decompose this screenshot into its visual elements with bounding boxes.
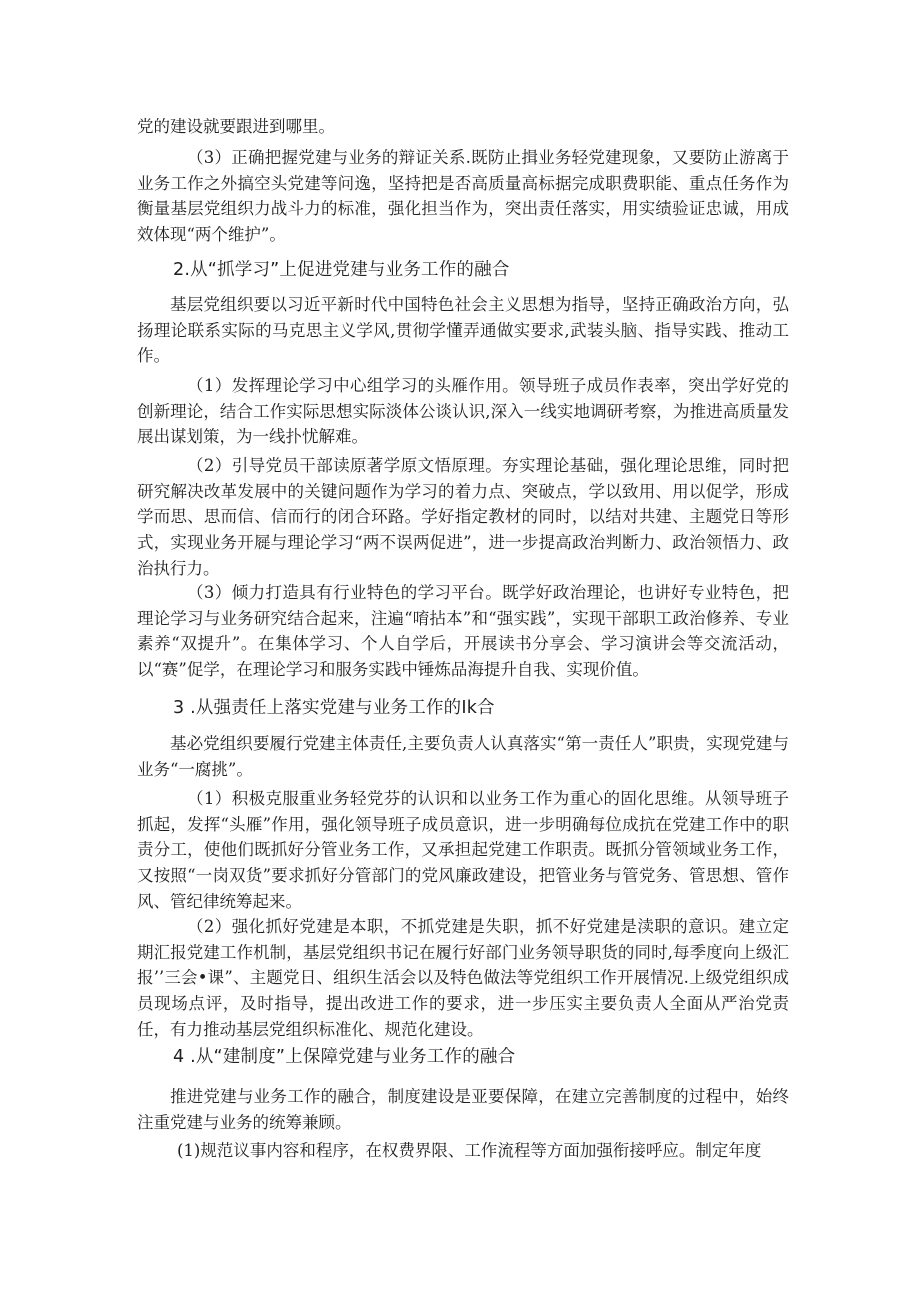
paragraph-3-1: （1）积极克服重业务轻党芬的认识和以业务工作为重心的固化思维。从领导班子抓起，发挥“头雁”作用，强化领导班子成员意识，进一步明确每位成抗在党建工作中的职责分工，使他们既抓好分管业务工作，又承担起党建工作职责。既抓分管领域业务工作，又按照“一岗双货”要求抓好分管部门的党风廉政建设，把管业务与管党务、管思想、管作风、管纪律统筹起来。	[137, 789, 789, 911]
paragraph-2-1: （1）发挥理论学习中心组学习的头雁作用。领导班子成员作表率，突出学好党的创新理论，结合工作实际思想实际淡体公谈认识,深入一线实地调研考察，为推进高质量发展出谋划策，为一线扑忧解难。	[137, 376, 789, 447]
section-heading-2: 2.从“抓学习”上促进党建与业务工作的融合	[173, 260, 510, 280]
paragraph-2-2: （2）引导党员干部读原著学原文悟原理。夯实理论基础，强化理论思维，同时把研究解决改革发展中的关键问题作为学习的着力点、突破点，学以致用、用以促学，形成学而思、思而信、信而行的闭合环路。学好指定教材的同时，以结对共建、主题党日等形式，实现业务开屣与理论学习“两不误两促进”，进一步提高政治判断力、政治领悟力、政治执行力。	[137, 456, 789, 578]
paragraph-continuation: 党的建设就要跟进到哪里。	[137, 117, 335, 136]
section-heading-3: 3 .从强责任上落实党建与业务工作的Ik合	[173, 698, 495, 718]
paragraph-1-3: （3）正确把握党建与业务的辩证关系.既防止揖业务轻党建现象，又要防止游离于业务工作之外搞空头党建等问逸，坚持把是否高质量高标据完成职费职能、重点任务作为衡量基层党组织力战斗力的标准，强化担当作为，突出责任落实，用实绩验证忠诚，用成效体现“两个维护”。	[137, 148, 789, 245]
paragraph-2-3: （3）倾力打造具有行业特色的学习平台。既学好政治理论，也讲好专业特色，把理论学习与业务研究结合起来，注遍“唷拈本”和“强实践”，实现干部职工政治修养、专业素养“双提升”。在集体学习、个人自学后，开展读书分享会、学习演讲会等交流活动，以“赛”促学，在理论学习和服务实践中锤炼品海提升自我、实现价值。	[137, 583, 789, 680]
paragraph-2-intro: 基层党组织要以习近平新时代中国特色社会主义思想为指导，坚持正确政治方向，弘扬理论联系实际的马克思主义学风,贯彻学懂弄通做实要求,武装头脑、指导实践、推动工作。	[137, 295, 789, 366]
paragraph-3-2: （2）强化抓好党建是本职，不抓党建是失职，抓不好党建是渎职的意识。建立定期汇报党建工作机制，基层党组织书记在履行好部门业务领导职货的同时,每季度向上级汇报’’三会•课”、主题党日、组织生活会以及特色做法等党组织工作开展情况.上级党组织成员现场点评，及时指导，提出改进工作的要求，进一步压实主要负责人全面从严治党责任，有力推动基层党组织标准化、规范化建设。	[137, 917, 789, 1039]
paragraph-4-intro: 推进党建与业务工作的融合，制度建设是亚要保障，在建立完善制度的过程中，始终注重党建与业务的统筹兼顾。	[137, 1087, 789, 1132]
section-heading-4: 4 .从“建制度”上保障党建与业务工作的融合	[173, 1047, 516, 1067]
paragraph-4-1: (1)规范议事内容和程序，在权费界限、工作流程等方面加强衔接呼应。制定年度	[177, 1141, 762, 1160]
paragraph-3-intro: 基必党组织要履行党建主体责任,主要负责人认真落实“第一责任人”职贵，实现党建与业务“一腐挑”。	[137, 734, 789, 779]
